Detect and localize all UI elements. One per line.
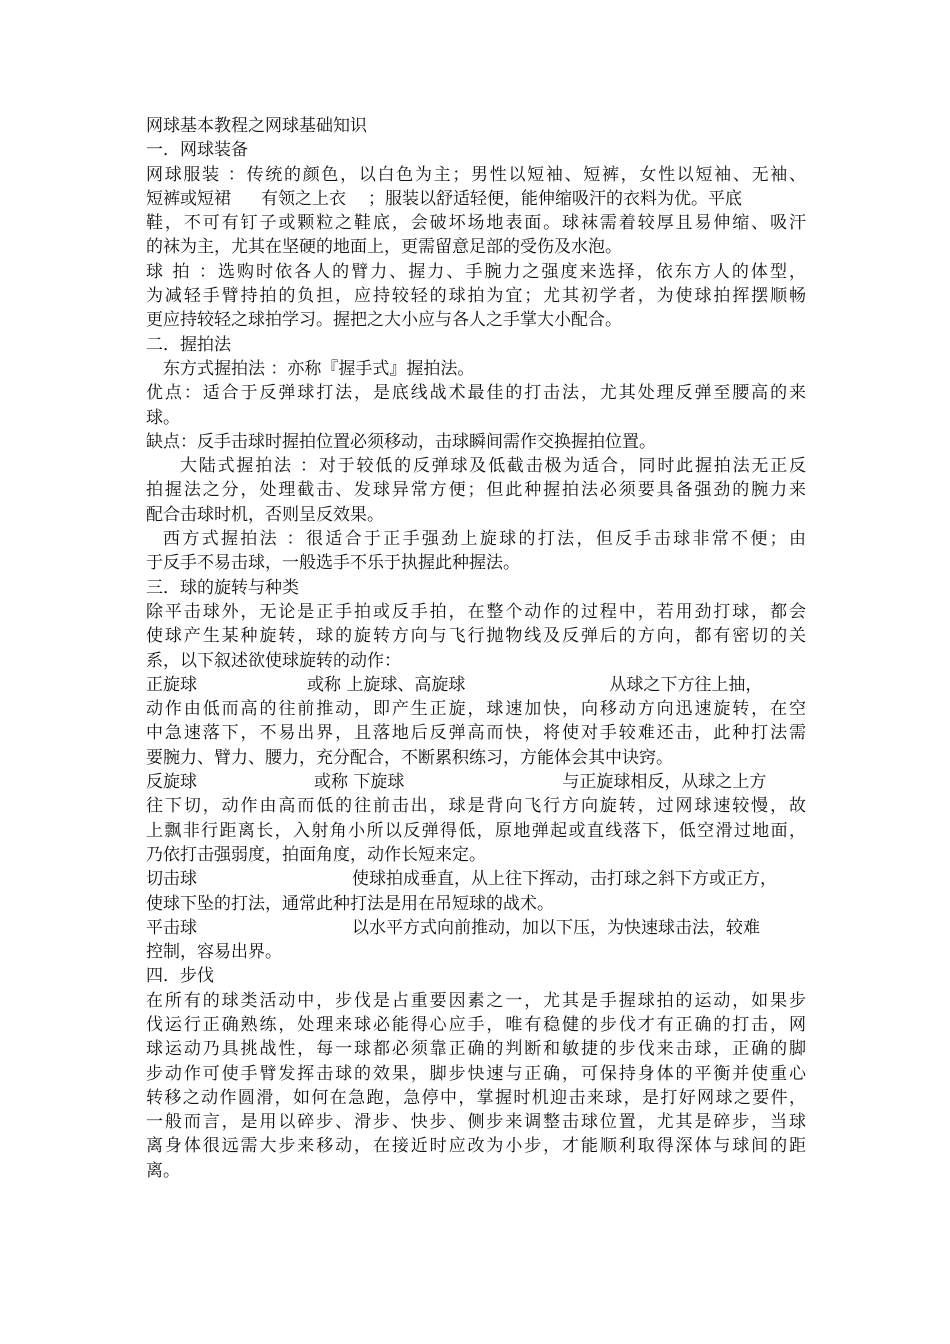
slice-lead: 使球拍成垂直，从上往下挥动，击打球之斜下方或正方， (352, 869, 777, 890)
backspin-name: 反旋球 (146, 772, 197, 793)
backspin-line: 乃依打击强弱度，拍面角度，动作长短来定。 (146, 844, 486, 865)
western-line: 西方式握拍法 ：很适合于正手强劲上旋球的打法，但反手击球非常不便；由 (163, 529, 806, 550)
continental-line: 拍握法之分，处理截击、发球异常方便；但此种握拍法必须要具备强劲的腕力来 (146, 480, 806, 501)
section-heading-grip: 二．握拍法 (146, 334, 231, 355)
flat-name: 平击球 (146, 917, 197, 938)
spin-intro-line: 系，以下叙述欲使球旋转的动作： (146, 650, 401, 671)
clothing-fragment: 短裤或短裙 (146, 188, 231, 209)
spin-intro-line: 除平击球外，无论是正手拍或反手拍，在整个动作的过程中，若用劲打球，都会 (146, 601, 806, 622)
eastern-grip: 东方式握拍法 ：亦称『握手式』握拍法。 (163, 358, 475, 379)
pros-line: 球。 (146, 407, 180, 428)
flat-line: 控制，容易出界。 (146, 942, 282, 963)
topspin-line: 动作由低而高的往前推动，即产生正旋，球速加快，向移动方向迅速旋转，在空 (146, 699, 806, 720)
backspin-term-line (146, 770, 806, 794)
footwork-line: 转移之动作圆滑，如何在急跑，急停中，掌握时机迎击来球，是打好网球之要件， (146, 1087, 806, 1108)
footwork-line: 球运动乃具挑战性，每一球都必须靠正确的判断和敏捷的步伐来击球，正确的脚 (146, 1039, 806, 1060)
cons-line: 缺点：反手击球时握拍位置必须移动，击球瞬间需作交换握拍位置。 (146, 431, 656, 452)
topspin-name: 正旋球 (146, 674, 197, 695)
topspin-line: 要腕力、臂力、腰力，充分配合，不断累积练习，方能体会其中诀窍。 (146, 747, 673, 768)
doc-title: 网球基本教程之网球基础知识 (146, 116, 367, 136)
flat-term-line (146, 916, 806, 940)
footwork-line: 离身体很远需大步来移动，在接近时应改为小步，才能顺利取得深体与球间的距 (146, 1136, 806, 1157)
footwork-line: 伐运行正确熟练，处理来球必能得心应手，唯有稳健的步伐才有正确的打击，网 (146, 1014, 806, 1035)
slice-line: 使球下坠的打法，通常此种打法是用在吊短球的战术。 (146, 893, 554, 914)
racket-line: 更应持较轻之球拍学习。握把之大小应与各人之手掌大小配合。 (146, 310, 622, 331)
section-heading-spin: 三．球的旋转与种类 (146, 577, 299, 598)
topspin-alias: 或称 上旋球、高旋球 (307, 674, 466, 695)
footwork-line: 步动作可使手臂发挥击球的效果，脚步快速与正确，可保持身体的平衡并使重心 (146, 1063, 806, 1084)
backspin-line: 往下切，动作由高而低的往前击出，球是背向飞行方向旋转，过网球速较慢，故 (146, 796, 806, 817)
backspin-line: 上飘非行距离长，入射角小所以反弹得低，原地弹起或直线落下，低空滑过地面， (146, 820, 806, 841)
western-line: 于反手不易击球，一般选手不乐于执握此种握法。 (146, 553, 520, 574)
clothing-line: 的袜为主，尤其在坚硬的地面上，更需留意足部的受伤及水泡。 (146, 237, 622, 258)
clothing-line: 鞋，不可有钉子或颗粒之鞋底，会破坏场地表面。球袜需着较厚且易伸缩、吸汗 (146, 213, 806, 234)
spin-intro-line: 使球产生某种旋转，球的旋转方向与飞行抛物线及反弹后的方向，都有密切的关 (146, 626, 806, 647)
clothing-line: 网球服装 ：传统的颜色，以白色为主；男性以短袖、短裤，女性以短袖、无袖、 (146, 164, 806, 185)
pros-line: 优点：适合于反弹球打法，是底线战术最佳的打击法，尤其处理反弹至腰高的来 (146, 383, 806, 404)
clothing-line (146, 187, 806, 211)
backspin-alias: 或称 下旋球 (314, 772, 405, 793)
topspin-line: 中急速落下，不易出界，且落地后反弹高而快，将使对手较难还击，此种打法需 (146, 723, 806, 744)
document-page (146, 114, 806, 1183)
continental-line: 大陆式握拍法 ：对于较低的反弹球及低截击极为适合，同时此握拍法无正反 (180, 456, 806, 477)
slice-term-line (146, 867, 806, 891)
continental-line: 配合击球时机，否则呈反效果。 (146, 504, 384, 525)
backspin-lead: 与正旋球相反，从球之上方 (562, 772, 767, 793)
slice-name: 切击球 (146, 869, 197, 890)
racket-line: 为减轻手臂持拍的负担，应持较轻的球拍为宜；尤其初学者，为使球拍挥摆顺畅 (146, 286, 806, 307)
flat-lead: 以水平方式向前推动，加以下压，为快速球击法，较难 (352, 917, 760, 938)
footwork-line: 离。 (146, 1160, 180, 1181)
topspin-term-line (146, 673, 806, 697)
section-heading-equipment: 一．网球装备 (146, 140, 248, 161)
footwork-line: 在所有的球类活动中，步伐是占重要因素之一，尤其是手握球拍的运动，如果步 (146, 990, 806, 1011)
topspin-lead: 从球之下方往上抽， (609, 674, 763, 695)
clothing-fragment: ；服装以舒适轻便，能伸缩吸汗的衣料为优。平底 (368, 188, 742, 209)
section-heading-footwork: 四．步伐 (146, 966, 214, 987)
footwork-line: 一般而言，是用以碎步、滑步、快步、侧步来调整击球位置，尤其是碎步，当球 (146, 1112, 806, 1133)
racket-line: 球 拍 ：选购时依各人的臂力、握力、手腕力之强度来选择，依东方人的体型， (146, 261, 806, 282)
clothing-fragment: 有领之上衣 (261, 188, 346, 209)
